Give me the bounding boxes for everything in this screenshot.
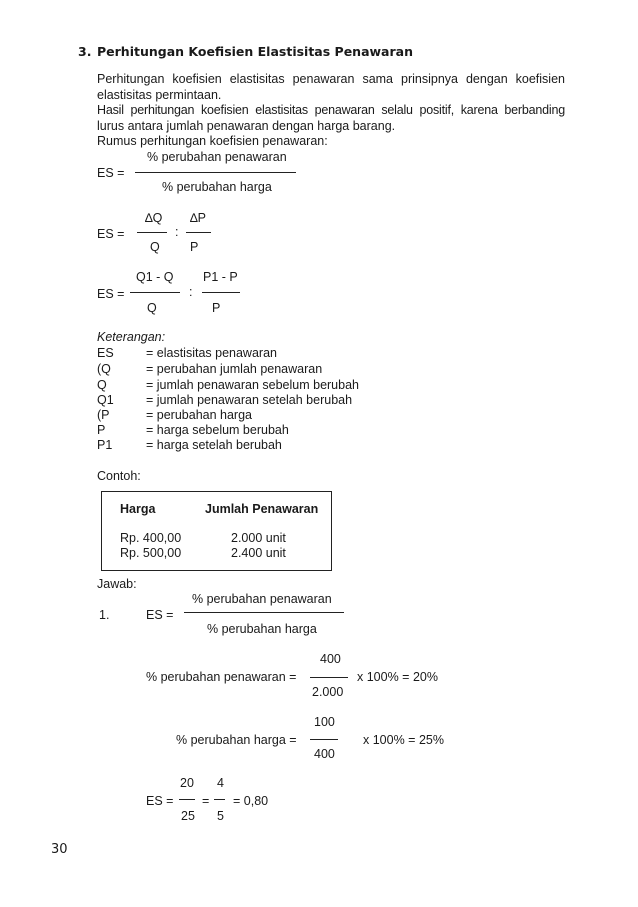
table-cell: 2.000 unit xyxy=(231,531,286,545)
keterangan-symbol: (Q xyxy=(97,362,111,376)
formula1-lhs: ES = xyxy=(97,166,125,180)
final-lhs: ES = xyxy=(146,794,174,808)
keterangan-desc: = perubahan harga xyxy=(146,408,252,422)
keterangan-symbol: P xyxy=(97,423,106,437)
harga-result: x 100% = 25% xyxy=(363,733,444,747)
keterangan-symbol: Q1 xyxy=(97,393,114,407)
penawaran-denominator: 2.000 xyxy=(312,685,344,699)
table-cell: Rp. 400,00 xyxy=(120,531,182,545)
keterangan-title: Keterangan: xyxy=(97,330,166,344)
formula2-bar-left xyxy=(137,232,167,233)
paragraph-1-line-1: Perhitungan koefisien elastisitas penawaran sama prinsipnya dengan koefisien xyxy=(97,72,565,86)
formula1-denominator: % perubahan harga xyxy=(162,180,272,194)
keterangan-desc: = perubahan jumlah penawaran xyxy=(146,362,323,376)
page-number: 30 xyxy=(51,842,68,857)
paragraph-1-line-2: elastisitas permintaan. xyxy=(97,88,222,102)
formula3-lhs: ES = xyxy=(97,287,125,301)
formula3-colon: : xyxy=(189,285,193,299)
formula2-bar-right xyxy=(186,232,211,233)
final-result: = 0,80 xyxy=(233,794,269,808)
table-header-harga: Harga xyxy=(120,502,156,516)
keterangan-symbol: (P xyxy=(97,408,110,422)
keterangan-desc: = harga setelah berubah xyxy=(146,438,282,452)
penawaran-result: x 100% = 20% xyxy=(357,670,438,684)
paragraph-2-line-2: lurus antara jumlah penawaran dengan harga barang. xyxy=(97,119,396,133)
keterangan-symbol: Q xyxy=(97,378,107,392)
final-num1: 20 xyxy=(180,776,194,790)
final-den2: 5 xyxy=(217,809,224,823)
formula3-den-left: Q xyxy=(147,301,157,315)
jawab-es-denominator: % perubahan harga xyxy=(207,622,317,636)
formula1-numerator: % perubahan penawaran xyxy=(147,150,287,164)
jawab-label: Jawab: xyxy=(97,577,137,591)
final-bar2 xyxy=(214,799,225,800)
table-cell: Rp. 500,00 xyxy=(120,546,182,560)
formula3-bar-left xyxy=(130,292,180,293)
keterangan-symbol: P1 xyxy=(97,438,113,452)
jawab-es-numerator: % perubahan penawaran xyxy=(192,592,332,606)
harga-numerator: 100 xyxy=(314,715,335,729)
penawaran-lhs: % perubahan penawaran = xyxy=(146,670,297,684)
penawaran-bar xyxy=(310,677,348,678)
section-number: 3. xyxy=(78,44,92,59)
table-header-jumlah: Jumlah Penawaran xyxy=(205,502,319,516)
keterangan-desc: = harga sebelum berubah xyxy=(146,423,289,437)
formula2-colon: : xyxy=(175,225,179,239)
keterangan-symbol: ES xyxy=(97,346,114,360)
formula2-den-left: Q xyxy=(150,240,160,254)
formula3-num-left: Q1 - Q xyxy=(136,270,174,284)
jawab-es-lhs: ES = xyxy=(146,608,174,622)
final-num2: 4 xyxy=(217,776,224,790)
final-den1: 25 xyxy=(181,809,195,823)
formula2-den-right: P xyxy=(190,240,199,254)
formula3-den-right: P xyxy=(212,301,221,315)
formula1-fraction-bar xyxy=(135,172,296,173)
formula3-num-right: P1 - P xyxy=(203,270,238,284)
keterangan-desc: = jumlah penawaran setelah berubah xyxy=(146,393,353,407)
final-eq: = xyxy=(202,794,210,808)
jawab-es-bar xyxy=(184,612,344,613)
formula2-lhs: ES = xyxy=(97,227,125,241)
final-bar1 xyxy=(179,799,195,800)
harga-lhs: % perubahan harga = xyxy=(176,733,297,747)
table-cell: 2.400 unit xyxy=(231,546,286,560)
formula3-bar-right xyxy=(202,292,240,293)
jawab-step-number: 1. xyxy=(99,608,110,622)
paragraph-2-line-1: Hasil perhitungan koefisien elastisitas penawaran selalu positif, karena berbanding xyxy=(97,103,565,117)
section-title: Perhitungan Koefisien Elastisitas Penawaran xyxy=(97,44,413,59)
contoh-label: Contoh: xyxy=(97,469,141,483)
harga-denominator: 400 xyxy=(314,747,335,761)
paragraph-3-line-1: Rumus perhitungan koefisien penawaran: xyxy=(97,134,328,148)
formula2-num-left: ∆Q xyxy=(145,211,163,225)
keterangan-desc: = elastisitas penawaran xyxy=(146,346,277,360)
harga-bar xyxy=(310,739,338,740)
formula2-num-right: ∆P xyxy=(190,211,206,225)
keterangan-desc: = jumlah penawaran sebelum berubah xyxy=(146,378,359,392)
penawaran-numerator: 400 xyxy=(320,652,341,666)
